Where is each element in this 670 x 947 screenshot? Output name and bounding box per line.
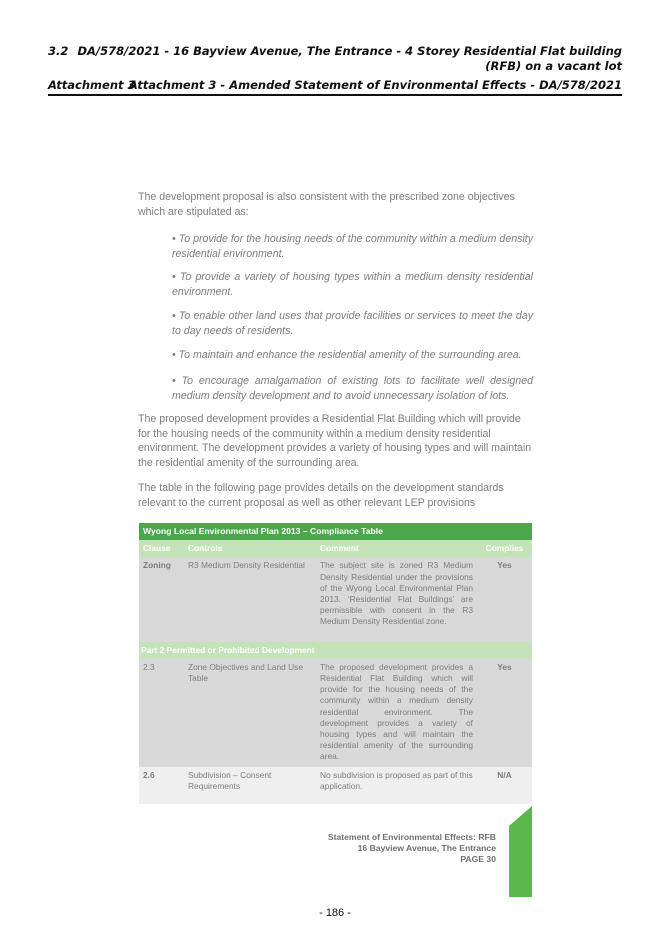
objective-item: • To maintain and enhance the residential amenity of the surrounding area. [172, 349, 522, 361]
section-heading: Part 2 Permitted or Prohibited Development [139, 642, 532, 659]
header-attachment-row [48, 78, 622, 96]
header-title-row [48, 44, 622, 74]
column-header-complies: Complies [477, 540, 532, 557]
footer-page: PAGE 30 [460, 854, 496, 864]
intro-paragraph: The development proposal is also consistent with the prescribed zone objectives which are stipulated as: [138, 191, 515, 218]
table-intro-paragraph: The table in the following page provides details on the development standards relevant to the current proposal as well as other relevant LEP provisions [138, 482, 504, 509]
clause-cell: 2.3 [139, 659, 184, 767]
table-header-row [139, 540, 532, 557]
clause-cell: 2.6 [139, 767, 184, 796]
report-title-line1: DA/578/2021 - 16 Bayview Avenue, The Entrance - 4 Storey Residential Flat building [77, 44, 622, 58]
control-cell: R3 Medium Density Residential [184, 557, 316, 631]
document-footer [300, 832, 496, 865]
compliance-table [139, 523, 532, 804]
comment-cell: No subdivision is proposed as part of this application. [316, 767, 477, 796]
objective-item: • To encourage amalgamation of existing lots to facilitate well designed medium density development and to avoid unnecessary isolation of lots. [172, 375, 533, 402]
comment-cell: The proposed development provides a Residential Flat Building which will provide for the housing needs of the community within a medium density residential environment. The development provides a variety of housing types and will maintain the residential amenity of the surrounding area. [316, 659, 477, 767]
report-title-line2: (RFB) on a vacant lot [485, 59, 622, 73]
footer-line: 16 Bayview Avenue, The Entrance [357, 843, 496, 853]
footer-line: Statement of Environmental Effects: RFB [327, 832, 496, 842]
control-cell: Subdivision – Consent Requirements [184, 767, 316, 796]
attachment-title: Attachment 3 - Amended Statement of Environmental Effects - DA/578/2021 [128, 78, 622, 92]
table-title-row [139, 523, 532, 540]
attachment-label: Attachment 3 [48, 78, 136, 92]
table-row [139, 659, 532, 767]
column-header-controls: Controls [184, 540, 316, 557]
column-header-clause: Clause [139, 540, 184, 557]
table-title: Wyong Local Environmental Plan 2013 – Compliance Table [139, 523, 532, 540]
report-title [77, 44, 622, 74]
table-section-row [139, 642, 532, 659]
objective-item: • To provide a variety of housing types within a medium density residential environment. [172, 271, 533, 298]
comment-cell: The subject site is zoned R3 Medium Density Residential under the provisions of the Wyong Local Environmental Plan 2013. ‘Residential Flat Buildings’ are permissible with consent in the R3 Medium Density Residential zone. [316, 557, 477, 631]
table-row [139, 557, 532, 631]
complies-cell: Yes [477, 557, 532, 631]
complies-cell: N/A [477, 767, 532, 796]
column-header-comment: Comment [316, 540, 477, 557]
objective-item: • To provide for the housing needs of the community within a medium density residential environment. [172, 233, 533, 260]
control-cell: Zone Objectives and Land Use Table [184, 659, 316, 767]
objective-item: • To enable other land uses that provide facilities or services to meet the day to day needs of residents. [172, 310, 533, 337]
table-row [139, 767, 532, 796]
page-number: - 186 - [319, 907, 351, 919]
clause-cell: Zoning [139, 557, 184, 631]
section-number: 3.2 [48, 44, 69, 58]
green-page-tab [509, 806, 532, 897]
complies-cell: Yes [477, 659, 532, 767]
development-paragraph: The proposed development provides a Residential Flat Building which will provide for the housing needs of the community within a medium density residential environment. The development provides a variety of housing types and will maintain the residential amenity of the surrounding area. [138, 413, 532, 469]
